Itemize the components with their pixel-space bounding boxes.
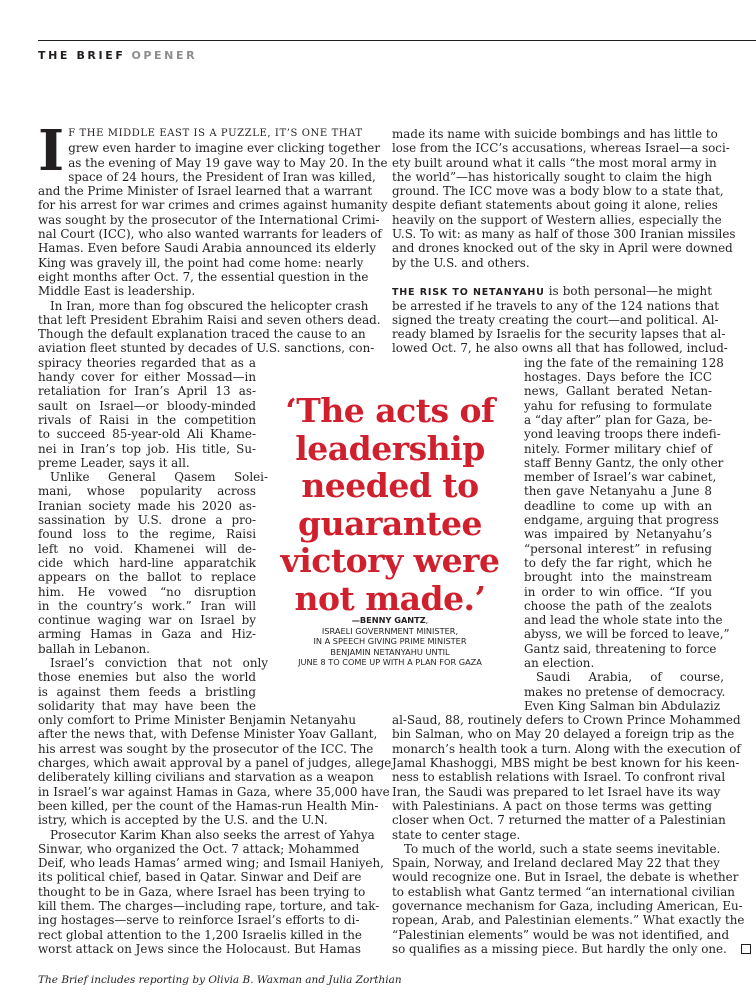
text-line: Prosecutor Karim Khan also seeks the arrest of Yahya [50, 827, 375, 842]
text-line: ing hostages—serve to reinforce Israel’s efforts to di- [38, 913, 360, 928]
text-line: charges, which await approval by a panel of judges, allege [38, 756, 392, 771]
text-line: with Palestinians. A pact on those terms was getting [392, 798, 712, 813]
text-line: choose the path of the zealots [524, 598, 712, 613]
text-line: an election. [524, 655, 595, 670]
text-line: retaliation for Iran’s April 13 as- [38, 384, 256, 399]
text-line: Jamal Khashoggi, MBS might be best known for his keen- [392, 756, 740, 771]
text-line: as the evening of May 19 gave way to May 20. In the [68, 155, 388, 170]
text-line: nitely. Former military chief of [524, 441, 712, 456]
text-line: kill them. The charges—including rape, torture, and tak- [38, 899, 380, 914]
text-line: to establish what Gantz termed “an international civilian [392, 884, 735, 899]
quote-speaker: —BENNY GANTZ [351, 615, 426, 625]
text-line: Hamas. Even before Saudi Arabia announced its elderly [38, 241, 376, 256]
text-line: worst attack on Jews since the Holocaust. But Hamas [38, 941, 362, 956]
text-line: and drones knocked out of the sky in April were downed [392, 241, 733, 256]
text-line: “Palestinian elements” would be was not identified, and [392, 927, 730, 942]
quote-attribution-line: IN A SPEECH GIVING PRIME MINISTER [313, 636, 467, 646]
text-line: aviation fleet stunted by decades of U.S. sanctions, con- [38, 341, 375, 356]
text-line: monarch’s health took a turn. Along with the execution of [392, 741, 741, 756]
text-line: handy cover for either Mossad—in [38, 370, 256, 385]
text-line: makes no pretense of democracy. [524, 684, 726, 699]
text-line: nei in Iran’s top job. His title, Su- [38, 441, 256, 456]
text-line: ing the fate of the remaining 128 [524, 355, 724, 370]
pull-quote-line: leadership [295, 428, 485, 468]
text-line: deadline to come up with an [524, 498, 712, 513]
text-line: those enemies but also the world [38, 670, 256, 685]
text-line: signed the treaty creating the court—and political. Al- [392, 312, 719, 327]
text-line: in the country’s work.” Iran will [38, 598, 256, 613]
text-line: and lead the whole state into the [524, 613, 723, 628]
text-line: Sinwar, who organized the Oct. 7 attack; Mohammed [38, 841, 360, 856]
text-line: Saudi Arabia, of course, [536, 670, 724, 685]
text-line: heavily on the support of Western allies, especially the [392, 212, 722, 227]
reporting-credit: The Brief includes reporting by Olivia B. Waxman and Julia Zorthian [38, 974, 402, 986]
text-line: to succeed 85-year-old Ali Khame- [38, 427, 256, 442]
pull-quote [268, 392, 512, 617]
text-line: lowed Oct. 7, he also owns all that has followed, includ- [392, 341, 728, 356]
pull-quote-line: victory were [280, 541, 500, 580]
text-line: state to center stage. [392, 827, 521, 842]
text-line: yahu for refusing to formulate [524, 398, 712, 413]
text-line: governance mechanism for Gaza, including American, Eu- [392, 899, 743, 914]
end-mark-icon [741, 944, 751, 954]
text-line: staff Benny Gantz, the only other [524, 455, 724, 470]
text-line: was impaired by Netanyahu’s [524, 527, 712, 542]
quote-attribution-line: JUNE 8 TO COME UP WITH A PLAN FOR GAZA [298, 657, 482, 667]
text-line: in Israel’s war against Hamas in Gaza, where 35,000 have [38, 784, 390, 799]
text-line: arming Hamas in Gaza and Hiz- [38, 627, 256, 642]
text-line: by the U.S. and others. [392, 255, 530, 270]
text-line: Spain, Norway, and Ireland declared May 22 that they [392, 856, 720, 871]
top-rule [38, 40, 756, 41]
text-line: sassination by U.S. drone a pro- [38, 513, 256, 528]
text-line: ety built around what it calls “the most moral army in [392, 155, 717, 170]
lead-smallcaps: F THE MIDDLE EAST IS A PUZZLE, IT’S ONE THAT [68, 128, 363, 139]
text-line: to defy the far right, which he [524, 555, 712, 570]
text-line: grew even harder to imagine ever clicking together [68, 141, 381, 156]
text-line: thought to be in Gaza, where Israel has been trying to [38, 884, 366, 899]
text-line: after the news that, with Defense Minister Yoav Gallant, [38, 727, 378, 742]
text-line: sault on Israel—or bloody-minded [38, 398, 256, 413]
text-line: only comfort to Prime Minister Benjamin Netanyahu [38, 713, 356, 728]
text-line: eight months after Oct. 7, the essential question in the [38, 269, 369, 284]
text-line: a “day after” plan for Gaza, be- [524, 412, 713, 427]
text-line: ready blamed by Israelis for the security lapses that al- [392, 327, 726, 342]
risk-paragraph-lead [392, 284, 712, 298]
text-line: is against them feeds a bristling [38, 684, 256, 699]
pull-quote-attribution: —BENNY GANTZ, ISRAELI GOVERNMENT MINISTER, IN A SPEECH GIVING PRIME MINISTER BENJAMIN NETANYAHU UNTIL JUNE 8 TO COME UP WITH A PLAN FOR GAZA [268, 615, 512, 668]
text-line: U.S. To wit: as many as half of those 300 Iranian missiles [392, 227, 736, 242]
text-line: solidarity that may have been the [38, 698, 256, 713]
text-line: his arrest was sought by the prosecutor of the ICC. The [38, 741, 374, 756]
text-line: found loss to the regime, Raisi [38, 527, 256, 542]
text-line: Even King Salman bin Abdulaziz [524, 698, 720, 713]
text-line: rivals of Raisi in the competition [38, 412, 256, 427]
text-line: news, Gallant berated Netan- [524, 384, 712, 399]
text-line: and the Prime Minister of Israel learned that a warrant [38, 184, 373, 199]
text-line: mani, whose popularity across [38, 484, 256, 499]
text-line: Iranian society made his 2020 as- [38, 498, 256, 513]
text-line: istry, which is accepted by the U.S. and the U.N. [38, 813, 328, 828]
text-line: made its name with suicide bombings and has little to [392, 127, 718, 141]
text-line: so qualifies as a missing piece. But hardly the only one. [392, 942, 712, 956]
text-line: endgame, arguing that progress [524, 513, 719, 528]
section-subtitle: OPENER [131, 49, 198, 62]
text-line: Unlike General Qasem Solei- [50, 470, 268, 485]
text-line: in order to win office. “If you [524, 584, 712, 599]
text-line: preme Leader, says it all. [38, 455, 190, 470]
text-line: cide which hard-line apparatchik [38, 555, 256, 570]
text-line: member of Israel’s war cabinet, [524, 470, 717, 485]
drop-cap: I [38, 118, 65, 184]
text-line: the world”—has historically sought to claim the high [392, 169, 712, 184]
text-line: rect global attention to the 1,200 Israelis killed in the [38, 927, 362, 942]
text-line: ground. The ICC move was a body blow to a state that, [392, 184, 724, 199]
text-line: Israel’s conviction that not only [50, 655, 268, 670]
text-line: In Iran, more than fog obscured the helicopter crash [50, 298, 369, 313]
text-line: bin Salman, who on May 20 delayed a foreign trip as the [392, 727, 735, 742]
text-line: despite defiant statements about going it alone, relies [392, 198, 718, 213]
text-line: ropean, Arab, and Palestinian elements.” What exactly the [392, 913, 745, 928]
text-line: King was gravely ill, the point had come home: nearly [38, 255, 364, 270]
text-line: was sought by the prosecutor of the International Crimi- [38, 212, 380, 227]
section-leadin: THE RISK TO NETANYAHU [392, 287, 545, 299]
quote-attribution-line: ISRAELI GOVERNMENT MINISTER, [321, 625, 459, 636]
text-line: brought into the mainstream [524, 570, 712, 585]
text-line: would recognize one. But in Israel, the debate is whether [392, 870, 739, 885]
pull-quote-line: not made.’ [294, 578, 486, 618]
text-line: then gave Netanyahu a June 8 [524, 484, 712, 499]
text-line: ness to establish relations with Israel. To confront rival [392, 770, 726, 785]
text-line: Though the default explanation traced the cause to an [38, 327, 366, 342]
text-line: left no void. Khamenei will de- [38, 541, 256, 556]
text-line: “personal interest” in refusing [524, 541, 712, 556]
pull-quote-line: ‘The acts of [285, 391, 495, 430]
text-line: al-Saud, 88, routinely defers to Crown Prince Mohammed [392, 713, 741, 728]
text-line: spiracy theories regarded that as a [38, 355, 256, 370]
text-line: be arrested if he travels to any of the 124 nations that [392, 298, 720, 313]
text-line: Iran, the Saudi was prepared to let Israel have its way [392, 784, 721, 799]
text-line: Deif, who leads Hamas’ armed wing; and Ismail Haniyeh, [38, 856, 384, 871]
article-body-right-top [392, 127, 736, 270]
text-line: yond leaving troops there indefi- [524, 427, 721, 442]
text-line: been killed, per the count of the Hamas-run Health Min- [38, 798, 379, 813]
text-line: closer when Oct. 7 returned the matter of a Palestinian [392, 813, 726, 828]
text-line: lose from the ICC’s accusations, whereas Israel—a soci- [392, 141, 730, 156]
text-line: abyss, we will be forced to leave,” [524, 627, 730, 642]
text-line: Gantz said, threatening to force [524, 641, 717, 656]
text-line: Middle East is leadership. [38, 284, 196, 299]
text-line: space of 24 hours, the President of Iran was killed, [68, 169, 376, 184]
risk-paragraph-first-line: is both personal—he might [548, 284, 712, 299]
text-line: its political chief, based in Qatar. Sinwar and Deif are [38, 870, 362, 885]
text-line: continue waging war on Israel by [38, 613, 256, 628]
quote-attribution-line: BENJAMIN NETANYAHU UNTIL [330, 646, 450, 657]
text-line: ballah in Lebanon. [38, 641, 150, 656]
text-line: him. He vowed “no disruption [38, 584, 256, 599]
text-line: deliberately killing civilians and starvation as a weapon [38, 770, 374, 785]
pull-quote-line: guarantee [298, 503, 482, 543]
pull-quote-line: needed to [301, 466, 479, 505]
text-line: appears on the ballot to replace [38, 570, 256, 585]
text-line: for his arrest for war crimes and crimes against humanity [38, 198, 388, 213]
section-title: THE BRIEF [38, 49, 126, 62]
text-line: nal Court (ICC), who also wanted warrants for leaders of [38, 227, 382, 242]
section-header [38, 49, 197, 62]
text-line: that left President Ebrahim Raisi and seven others dead. [38, 312, 381, 327]
text-line: To much of the world, such a state seems inevitable. [404, 841, 721, 856]
text-line: hostages. Days before the ICC [524, 370, 712, 385]
